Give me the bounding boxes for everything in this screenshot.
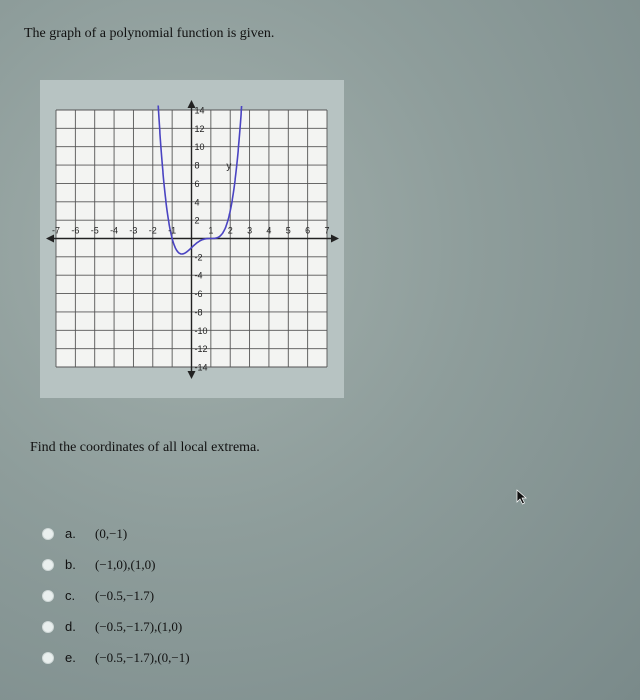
option-text: (0,−1) (95, 525, 128, 541)
option-letter: b. (65, 557, 76, 572)
radio-button[interactable] (42, 652, 54, 664)
y-tick-label: 8 (194, 160, 200, 171)
question-prompt: The graph of a polynomial function is given. (24, 26, 275, 41)
radio-button[interactable] (42, 590, 54, 602)
polynomial-graph (40, 80, 344, 398)
option-text: (−0.5,−1.7) (95, 587, 155, 603)
x-tick-label: -1 (168, 225, 177, 236)
mouse-cursor-icon (516, 489, 528, 505)
x-tick-label: 7 (324, 225, 330, 236)
option-letter: a. (65, 526, 76, 541)
x-tick-label: 6 (305, 225, 311, 236)
x-tick-label: 2 (227, 225, 233, 236)
y-tick-label: 12 (194, 123, 205, 134)
y-tick-label: -12 (194, 344, 208, 355)
radio-button[interactable] (42, 528, 54, 540)
x-tick-label: -4 (110, 225, 119, 236)
radio-button[interactable] (42, 621, 54, 633)
answer-option[interactable] (42, 611, 190, 642)
answer-options (42, 518, 190, 673)
answer-option[interactable] (42, 580, 190, 611)
option-text: (−1,0),(1,0) (95, 556, 156, 572)
y-tick-label: 2 (194, 215, 200, 226)
y-tick-label: -6 (194, 289, 203, 300)
y-tick-label: -10 (194, 325, 208, 336)
y-tick-label: -14 (194, 362, 208, 373)
x-tick-label: 5 (285, 225, 291, 236)
graph-canvas (40, 80, 344, 398)
y-tick-label: 10 (194, 142, 205, 153)
option-text: (−0.5,−1.7),(0,−1) (95, 649, 190, 665)
x-tick-label: 3 (247, 225, 253, 236)
y-tick-label: 6 (194, 178, 200, 189)
y-tick-label: -4 (194, 270, 203, 281)
answer-option[interactable] (42, 518, 190, 549)
x-tick-label: -6 (71, 225, 80, 236)
x-axis-arrow-icon (46, 235, 54, 243)
answer-option[interactable] (42, 642, 190, 673)
x-tick-label: -3 (129, 225, 138, 236)
option-letter: c. (65, 588, 76, 603)
radio-button[interactable] (42, 559, 54, 571)
x-tick-label: -7 (51, 225, 61, 236)
x-tick-label: -5 (90, 225, 99, 236)
y-tick-label: -2 (194, 252, 203, 263)
y-tick-label: -8 (194, 307, 203, 318)
answer-option[interactable] (42, 549, 190, 580)
question-text: Find the coordinates of all local extrema. (30, 440, 260, 455)
y-tick-label: 14 (194, 105, 205, 116)
x-axis-arrow-icon (331, 235, 339, 243)
x-tick-label: 4 (266, 225, 272, 236)
x-tick-label: -2 (148, 225, 157, 236)
x-tick-label: 1 (208, 225, 214, 236)
y-axis-label: y (226, 161, 232, 173)
y-tick-label: 4 (194, 197, 200, 208)
option-letter: d. (65, 619, 76, 634)
option-letter: e. (65, 650, 76, 665)
option-text: (−0.5,−1.7),(1,0) (95, 618, 183, 634)
